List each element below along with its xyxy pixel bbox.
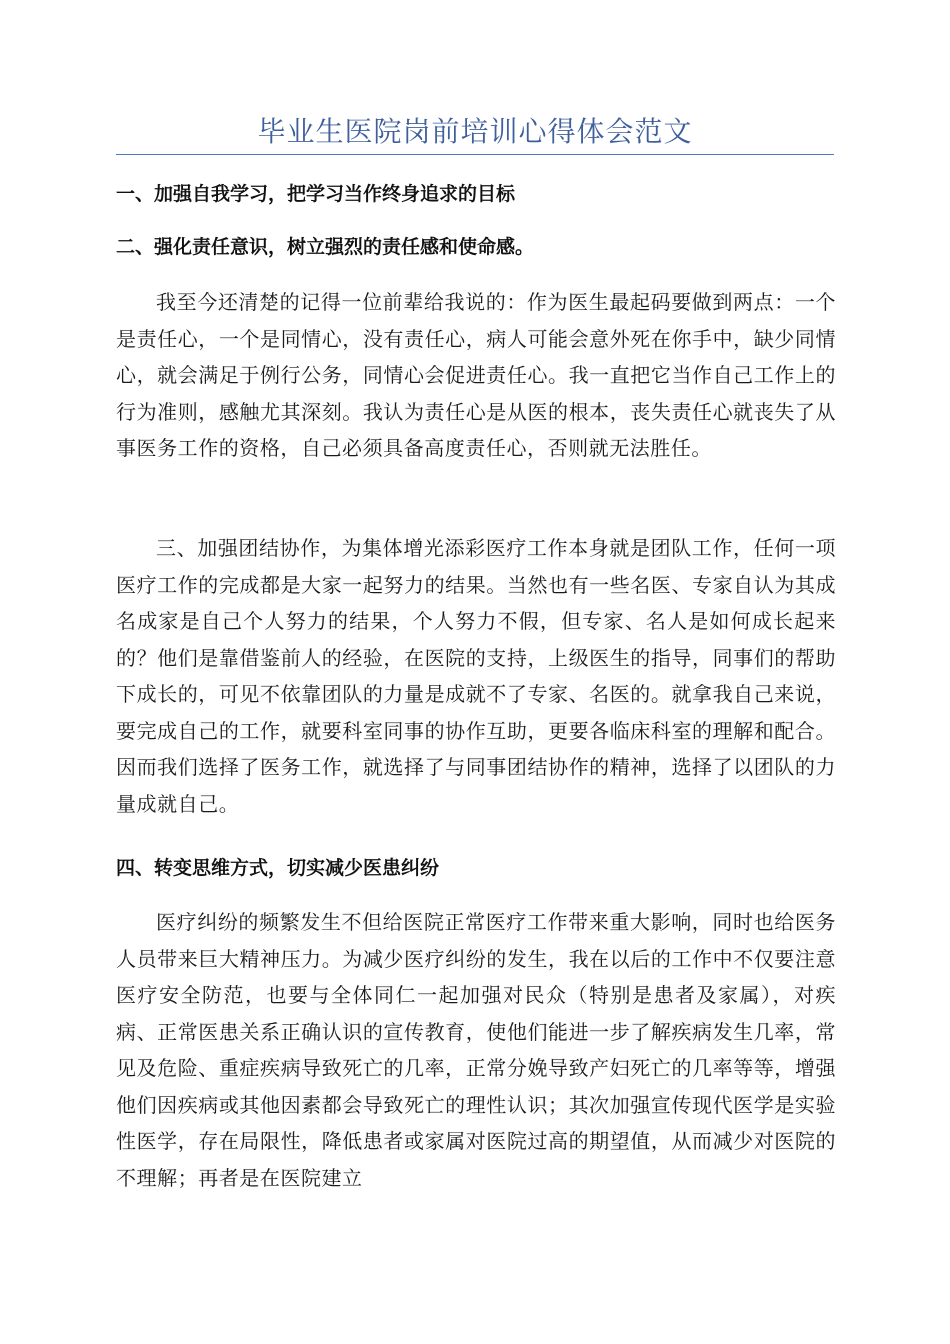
section-heading-4: 四、转变思维方式，切实减少医患纠纷 <box>116 857 440 879</box>
document-title: 毕业生医院岗前培训心得体会范文 <box>257 115 693 148</box>
paragraph-disputes: 医疗纠纷的频繁发生不但给医院正常医疗工作带来重大影响，同时也给医务人员带来巨大精神压力。为减少医疗纠纷的发生，我在以后的工作中不仅要注意医疗安全防范，也要与全体同仁一起加强对民众（特别是患者及家属），对疾病、正常医患关系正确认识的宣传教育，使他们能进一步了解疾病发生几率，常见及危险、重症疾病导致死亡的几率，正常分娩导致产妇死亡的几率等等，增强他们因疾病或其他因素都会导致死亡的理性认识；其次加强宣传现代医学是实验性医学，存在局限性，降低患者或家属对医院过高的期望值，从而减少对医院的不理解；再者是在医院建立 <box>116 910 836 1190</box>
paragraph-responsibility: 我至今还清楚的记得一位前辈给我说的：作为医生最起码要做到两点：一个是责任心，一个是同情心，没有责任心，病人可能会意外死在你手中，缺少同情心，就会满足于例行公务，同情心会促进责任心。我一直把它当作自己工作上的行为准则，感触尤其深刻。我认为责任心是从医的根本，丧失责任心就丧失了从事医务工作的资格，自己必须具备高度责任心，否则就无法胜任。 <box>116 290 836 460</box>
section-heading-1: 一、加强自我学习，把学习当作终身追求的目标 <box>116 183 516 205</box>
title-underline <box>116 154 834 155</box>
paragraph-teamwork: 三、加强团结协作，为集体增光添彩医疗工作本身就是团队工作，任何一项医疗工作的完成都是大家一起努力的结果。当然也有一些名医、专家自认为其成名成家是自己个人努力的结果，个人努力不假，但专家、名人是如何成长起来的？他们是靠借鉴前人的经验，在医院的支持，上级医生的指导，同事们的帮助下成长的，可见不依靠团队的力量是成就不了专家、名医的。就拿我自己来说，要完成自己的工作，就要科室同事的协作互助，更要各临床科室的理解和配合。因而我们选择了医务工作，就选择了与同事团结协作的精神，选择了以团队的力量成就自己。 <box>116 536 836 816</box>
section-heading-2: 二、强化责任意识，树立强烈的责任感和使命感。 <box>116 236 535 258</box>
